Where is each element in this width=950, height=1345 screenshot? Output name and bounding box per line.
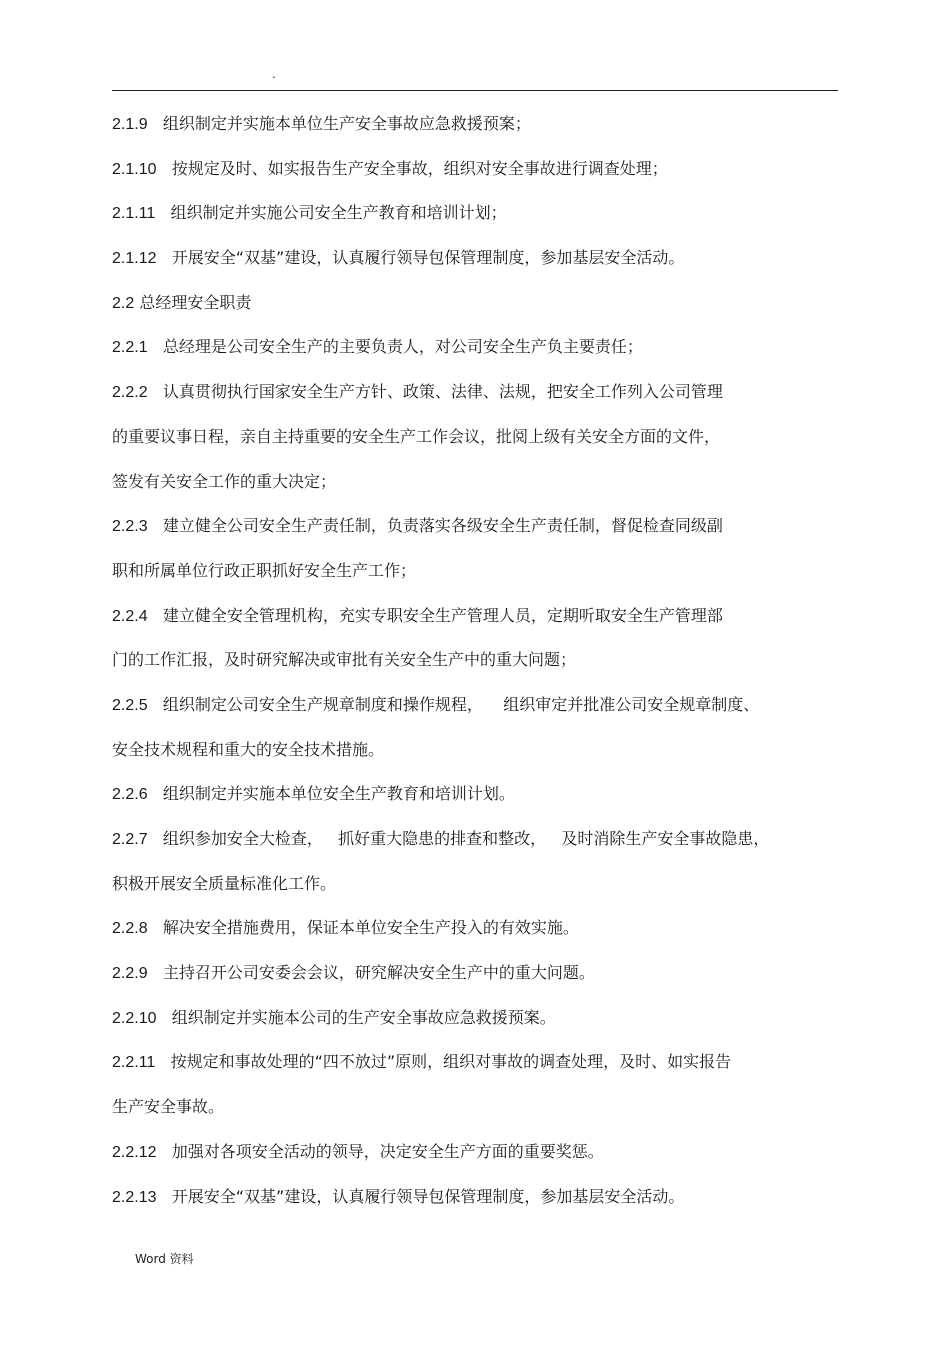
clause-gap <box>156 1187 171 1206</box>
clause-gap <box>155 1052 170 1071</box>
clause-text: 组织制定并实施本单位安全生产教育和培训计划。 <box>162 784 515 804</box>
clause-text: 认真贯彻执行国家安全生产方针、政策、法律、法规，把安全工作列入公司管理 <box>162 382 723 402</box>
clause-text: 生产安全事故。 <box>112 1097 225 1117</box>
clause-line <box>112 1048 838 1093</box>
continuation-line <box>112 557 838 602</box>
clause-text: 积极开展安全质量标准化工作。 <box>112 873 337 893</box>
clause-number: 2.2.8 <box>112 920 148 938</box>
clause-line <box>112 780 838 825</box>
clause-text: 建立健全安全管理机构，充实专职安全生产管理人员，定期听取安全生产管理部 <box>162 605 723 625</box>
clause-number: 2.2.6 <box>112 786 148 804</box>
clause-gap <box>156 1142 171 1161</box>
clause-gap <box>155 203 170 222</box>
clause-line <box>112 199 838 244</box>
clause-text: 开展安全“双基”建设，认真履行领导包保管理制度，参加基层安全活动。 <box>171 248 685 268</box>
clause-gap <box>148 695 163 714</box>
clause-line <box>112 691 838 736</box>
clause-text: 安全技术规程和重大的安全技术措施。 <box>112 739 385 759</box>
clause-number: 2.2.12 <box>112 1143 157 1161</box>
clause-gap <box>148 382 163 401</box>
clause-line <box>112 244 838 289</box>
clause-line <box>112 110 838 155</box>
continuation-line <box>112 1093 838 1138</box>
clause-text: 组织参加安全大检查， 抓好重大隐患的排查和整改， 及时消除生产安全事故隐患， <box>162 829 770 848</box>
clause-gap <box>148 829 163 848</box>
clause-line <box>112 959 838 1004</box>
clause-gap <box>148 516 163 535</box>
clause-text: 主持召开公司安委会会议，研究解决安全生产中的重大问题。 <box>162 963 595 983</box>
clause-number: 2.1.10 <box>112 160 157 178</box>
clause-text: 按规定和事故处理的“四不放过”原则，组织对事故的调查处理，及时、如实报告 <box>170 1052 732 1072</box>
clause-number: 2.2.11 <box>112 1054 156 1072</box>
clause-gap <box>148 337 163 356</box>
clause-line <box>112 602 838 647</box>
clause-line <box>112 378 838 423</box>
clause-number: 2.2.1 <box>112 339 148 357</box>
clause-text: 解决安全措施费用，保证本单位安全生产投入的有效实施。 <box>162 918 579 938</box>
clause-number: 2.2.5 <box>112 696 148 714</box>
clause-line <box>112 1138 838 1183</box>
clause-number: 2.2.3 <box>112 518 148 536</box>
continuation-line <box>112 468 838 513</box>
clause-number: 2.1.9 <box>112 116 148 133</box>
clause-text: 的重要议事日程，亲自主持重要的安全生产工作会议，批阅上级有关安全方面的文件， <box>112 426 721 446</box>
clause-gap <box>148 114 163 133</box>
header-mark: . <box>272 67 276 81</box>
clause-text: 总经理是公司安全生产的主要负责人，对公司安全生产负主要责任； <box>162 337 643 357</box>
clause-number: 2.1.12 <box>112 250 157 268</box>
clause-line <box>112 155 838 200</box>
clause-number: 2.2.4 <box>112 607 148 625</box>
clause-line <box>112 333 838 378</box>
clause-gap <box>156 248 171 267</box>
clause-number: 2.2.9 <box>112 965 148 983</box>
clause-text: 门的工作汇报，及时研究解决或审批有关安全生产中的重大问题； <box>112 650 577 670</box>
clause-gap <box>148 963 163 982</box>
document-body <box>112 110 838 1227</box>
clause-text: 开展安全“双基”建设，认真履行领导包保管理制度，参加基层安全活动。 <box>171 1186 685 1206</box>
clause-number: 2.2.7 <box>112 831 148 848</box>
clause-text: 组织制定并实施本单位生产安全事故应急救援预案； <box>162 114 531 133</box>
clause-text: 按规定及时、如实报告生产安全事故，组织对安全事故进行调查处理； <box>171 158 668 178</box>
clause-number: 2.1.11 <box>112 205 156 223</box>
clause-line <box>112 1004 838 1049</box>
clause-text: 加强对各项安全活动的领导，决定安全生产方面的重要奖惩。 <box>171 1141 604 1161</box>
clause-text: 总经理安全职责 <box>139 292 252 312</box>
clause-text: 组织制定并实施本公司的生产安全事故应急救援预案。 <box>171 1007 556 1027</box>
continuation-line <box>112 870 838 915</box>
clause-number: 2.2.13 <box>112 1188 157 1206</box>
clause-gap <box>148 784 163 803</box>
clause-text: 组织制定公司安全生产规章制度和操作规程， 组织审定并批准公司安全规章制度、 <box>162 694 760 714</box>
continuation-line <box>112 736 838 781</box>
clause-text: 签发有关安全工作的重大决定； <box>112 471 337 491</box>
clause-gap <box>148 918 163 937</box>
clause-line <box>112 1183 838 1228</box>
clause-line <box>112 512 838 557</box>
continuation-line <box>112 423 838 468</box>
footer-label: Word 资料 <box>135 1252 194 1266</box>
clause-line <box>112 914 838 959</box>
clause-number: 2.2.10 <box>112 1009 157 1027</box>
clause-text: 职和所属单位行政正职抓好安全生产工作； <box>112 560 417 580</box>
clause-gap <box>156 159 171 178</box>
header-rule <box>112 90 838 91</box>
clause-text: 建立健全公司安全生产责任制，负责落实各级安全生产责任制，督促检查同级副 <box>162 516 723 536</box>
clause-gap <box>148 606 163 625</box>
continuation-line <box>112 646 838 691</box>
clause-number: 2.2 <box>112 294 135 312</box>
clause-text: 组织制定并实施公司安全生产教育和培训计划； <box>170 203 507 223</box>
clause-line <box>112 289 838 334</box>
clause-line <box>112 825 838 870</box>
clause-number: 2.2.2 <box>112 384 148 402</box>
clause-gap <box>156 1008 171 1027</box>
